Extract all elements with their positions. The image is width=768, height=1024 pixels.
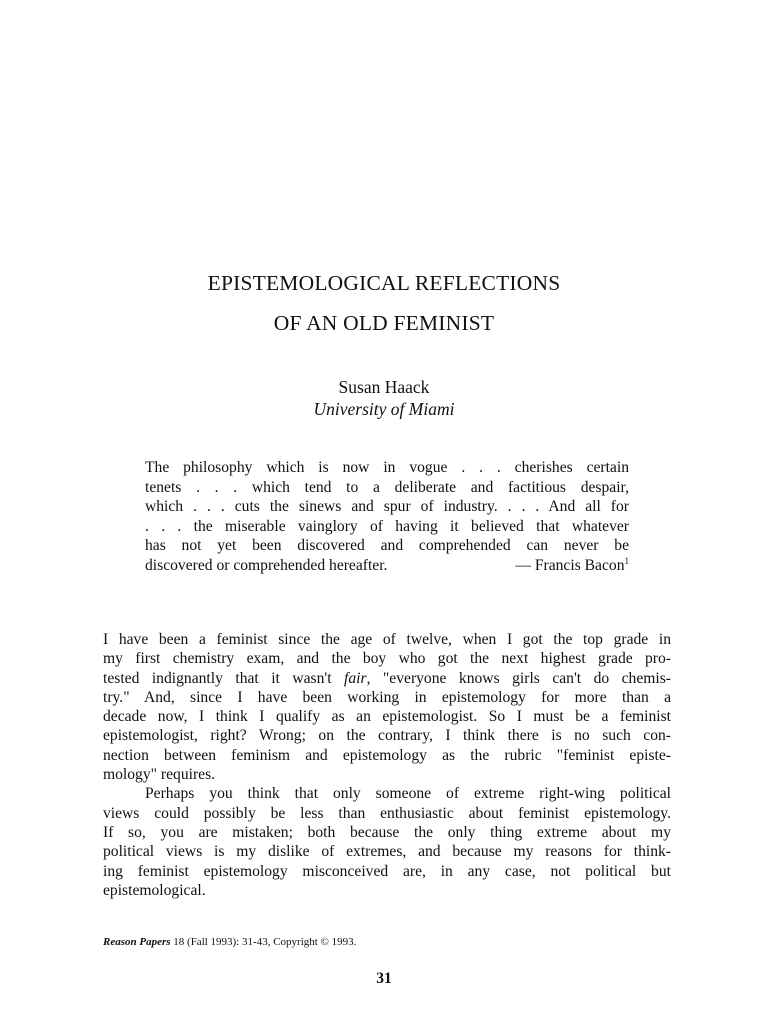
body-line: mology" requires. [103,766,216,784]
citation-details: 18 (Fall 1993): 31-43, Copyright © 1993. [173,936,357,948]
body-line: tested indignantly that it wasn't fair, "everyone knows girls can't do chemis- [103,669,672,687]
epigraph-last-line [145,556,629,576]
author-affiliation: University of Miami [313,399,455,419]
epigraph-line: The philosophy which is now in vogue . . . cherishes certain [145,459,629,476]
citation-footnote [103,936,356,948]
article-title-line-1: EPISTEMOLOGICAL REFLECTIONS [207,271,561,295]
epigraph [145,458,629,576]
body-line: political views is my dislike of extremes, and because my reasons for think- [103,843,671,861]
epigraph-attribution [515,556,629,576]
author-name: Susan Haack [338,377,430,397]
body-line: my first chemistry exam, and the boy who got the next highest grade pro- [103,650,671,668]
epigraph-line: which . . . cuts the sinews and spur of industry. . . . And all for [145,498,629,516]
body-text [103,630,671,900]
body-line: ing feminist epistemology misconceived are, in any case, not political but [103,862,671,880]
journal-name: Reason Papers [103,936,171,948]
body-line: try." And, since I have been working in epistemology for more than a [103,688,671,706]
footnote-mark: 1 [624,555,629,566]
emphasis-word: fair [344,669,367,687]
body-line: epistemologist, right? Wrong; on the contrary, I think there is no such con- [103,727,671,745]
page-number: 31 [376,970,392,987]
attribution-text: — Francis Bacon [515,556,625,574]
article-title-line-2: OF AN OLD FEMINIST [273,311,495,335]
body-line: epistemological. [103,881,206,899]
epigraph-line: tenets . . . which tend to a deliberate and factitious despair, [145,478,629,496]
epigraph-line: has not yet been discovered and comprehended can never be [145,537,629,555]
body-line: I have been a feminist since the age of twelve, when I got the top grade in [103,631,671,648]
body-line: If so, you are mistaken; both because the only thing extreme about my [103,823,671,841]
body-line: decade now, I think I qualify as an epistemologist. So I must be a feminist [103,708,671,726]
body-line: views could possibly be less than enthusiastic about feminist epistemology. [103,804,671,822]
epigraph-line: discovered or comprehended hereafter. [145,556,388,574]
epigraph-line: . . . the miserable vainglory of having it believed that whatever [145,517,629,535]
body-line: Perhaps you think that only someone of extreme right-wing political [145,785,671,803]
body-line: nection between feminism and epistemology as the rubric "feminist episte- [103,746,671,764]
